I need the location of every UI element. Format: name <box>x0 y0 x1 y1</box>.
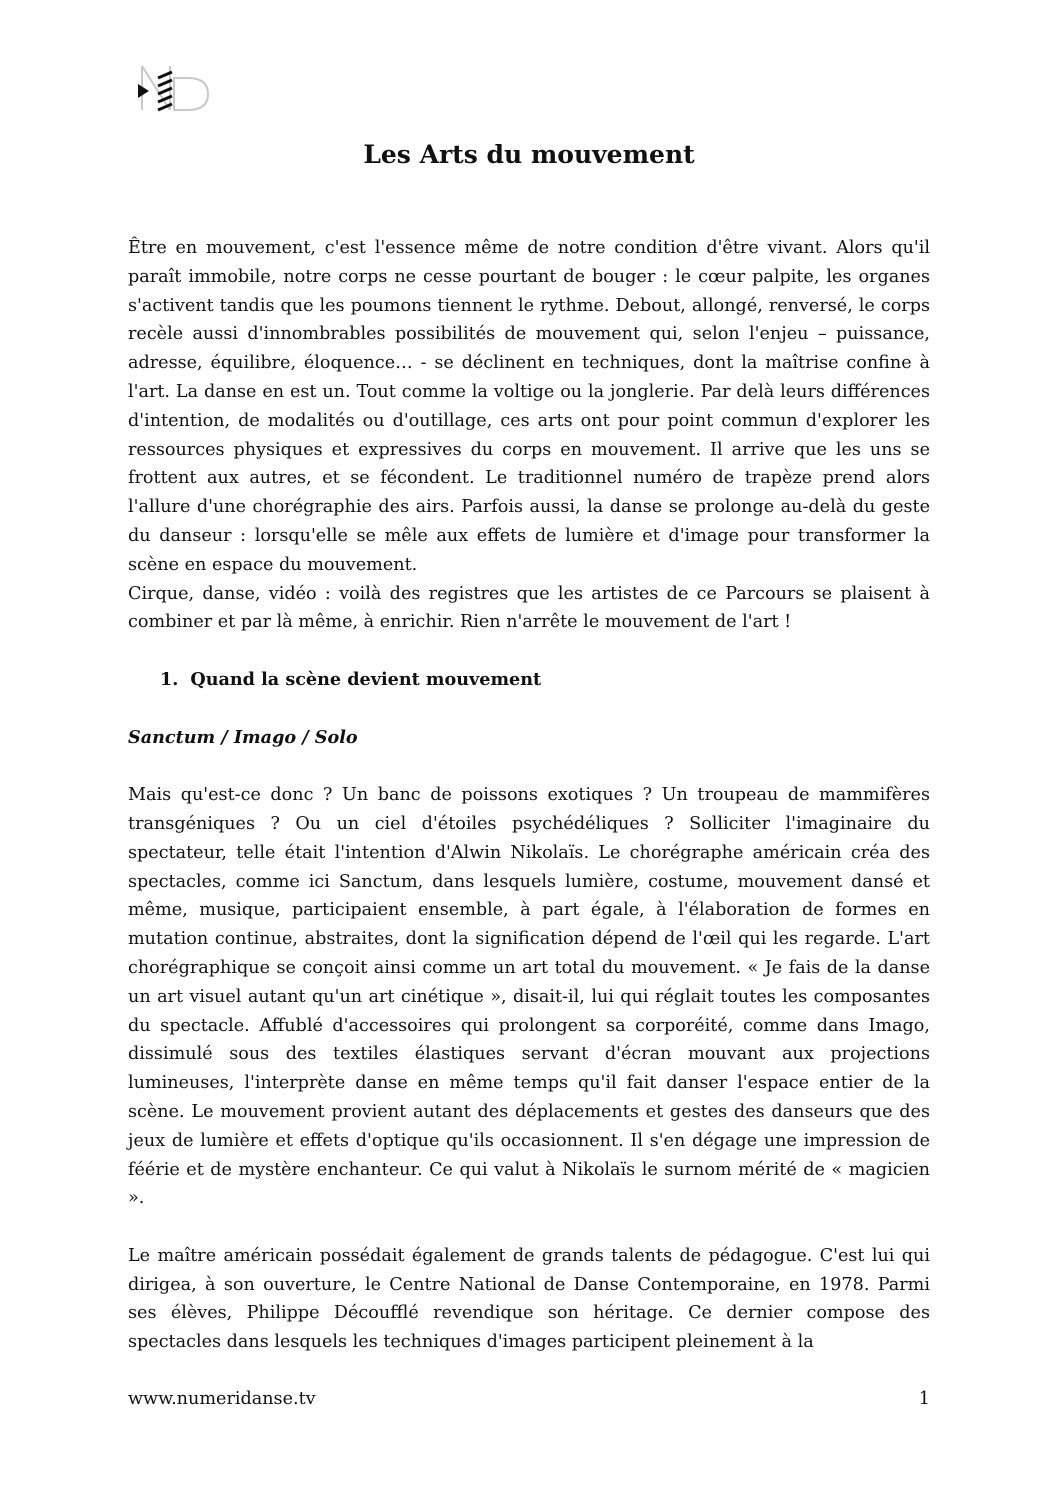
document-body <box>128 234 930 1357</box>
numeridanse-logo <box>136 64 212 114</box>
spacer <box>128 752 930 781</box>
body-paragraph: Mais qu'est-ce donc ? Un banc de poissons exotiques ? Un troupeau de mammifères transgéniques ? Ou un ciel d'étoiles psychédéliques ? Solliciter l'imaginaire du spectateur, telle était l'intention d'Alwin Nikolaïs. Le chorégraphe américain créa des spectacles, comme ici Sanctum, dans lesquels lumière, costume, mouvement dansé et même, musique, participaient ensemble, à part égale, à l'élaboration de formes en mutation continue, abstraites, dont la signification dépend de l'œil qui les regarde. L'art chorégraphique se conçoit ainsi comme un art total du mouvement. « Je fais de la danse un art visuel autant qu'un art cinétique », disait-il, lui qui réglait toutes les composantes du spectacle. Affublé d'accessoires qui prolongent sa corporéité, comme dans Imago, dissimulé sous des textiles élastiques servant d'écran mouvant aux projections lumineuses, l'interprète danse en même temps qu'il fait danser l'espace entier de la scène. Le mouvement provient autant des déplacements et gestes des danseurs que des jeux de lumière et effets d'optique qu'ils occasionnent. Il s'en dégage une impression de féérie et de mystère enchanteur. Ce qui valut à Nikolaïs le surnom mérité de « magicien ». <box>128 785 930 1209</box>
section-title: Quand la scène devient mouvement <box>190 668 542 690</box>
intro-paragraph: Cirque, danse, vidéo : voilà des registres que les artistes de ce Parcours se plaisent à combiner et par là même, à enrichir. Rien n'arrête le mouvement de l'art ! <box>128 583 930 633</box>
footer-url[interactable]: www.numeridanse.tv <box>128 1389 316 1409</box>
page-number: 1 <box>918 1389 930 1409</box>
section-number: 1. <box>160 668 179 690</box>
spacer <box>128 1213 930 1242</box>
body-paragraph: Le maître américain possédait également de grands talents de pédagogue. C'est lui qui dirigea, à son ouverture, le Centre National de Danse Contemporaine, en 1978. Parmi ses élèves, Philippe Découfflé revendique son héritage. Ce dernier compose des spectacles dans lesquels les techniques d'images participent pleinement à la <box>128 1245 930 1353</box>
intro-paragraph: Être en mouvement, c'est l'essence même de notre condition d'être vivant. Alors qu'il paraît immobile, notre corps ne cesse pourtant de bouger : le cœur palpite, les organes s'activent tandis que les poumons tiennent le rythme. Debout, allongé, renversé, le corps recèle aussi d'innombrables possibilités de mouvement qui, selon l'enjeu – puissance, adresse, équilibre, éloquence… - se déclinent en techniques, dont la maîtrise confine à l'art. La danse en est un. Tout comme la voltige ou la jonglerie. Par delà leurs différences d'intention, de modalités ou d'outillage, ces arts ont pour point commun d'explorer les ressources physiques et expressives du corps en mouvement. Il arrive que les uns se frottent aux autres, et se fécondent. Le traditionnel numéro de trapèze prend alors l'allure d'une chorégraphie des airs. Parfois aussi, la danse se prolonge au-delà du geste du danseur : lorsqu'elle se mêle aux effets de lumière et d'image pour transformer la scène en espace du mouvement. <box>128 238 930 575</box>
spacer <box>128 695 930 724</box>
subheading: Sanctum / Imago / Solo <box>128 726 358 748</box>
numeridanse-logo-icon <box>136 64 212 114</box>
section-heading <box>128 666 930 695</box>
document-title: Les Arts du mouvement <box>363 140 695 169</box>
spacer <box>128 637 930 666</box>
